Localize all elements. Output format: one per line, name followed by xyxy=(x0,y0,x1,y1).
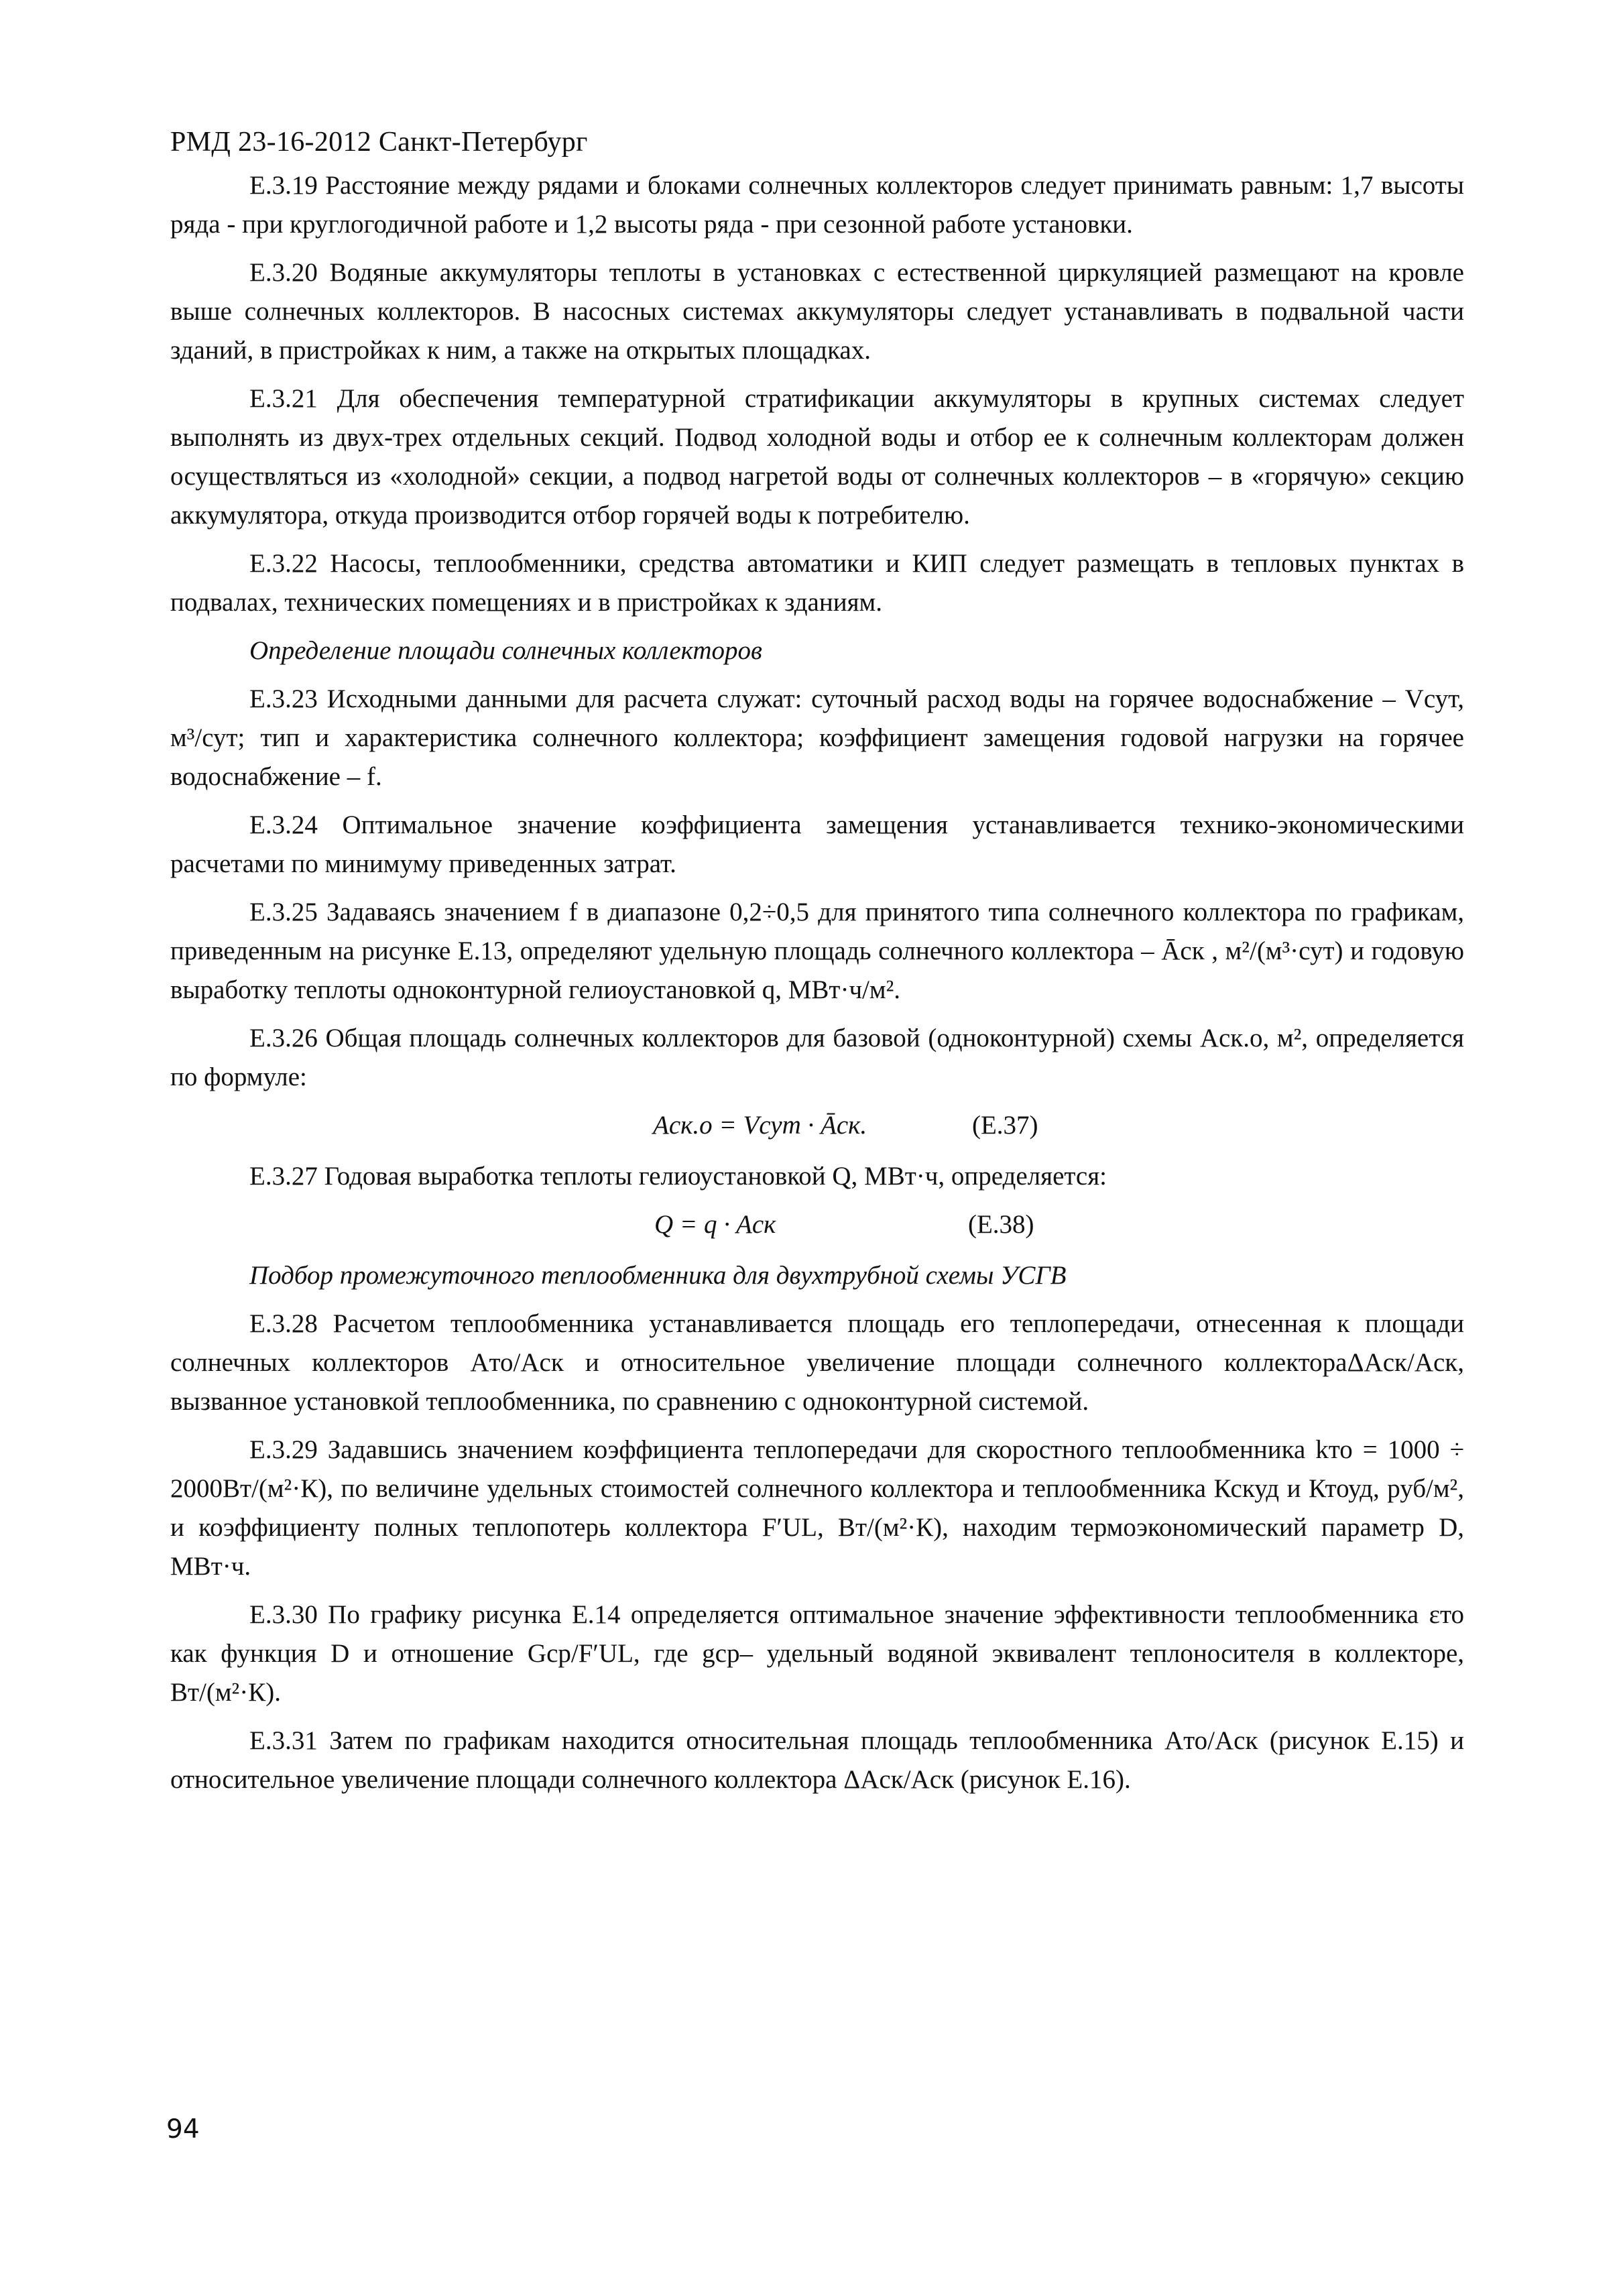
paragraph-e3-21: Е.3.21 Для обеспечения температурной стратификации аккумуляторы в крупных системах следует выполнять из двух-трех отдельных секций. Подвод холодной воды и отбор ее к солнечным коллекторам должен осуществляться из «холодной» секции, а подвод нагретой воды от солнечных коллекторов – в «горячую» секцию аккумулятора, откуда производится отбор горячей воды к потребителю. xyxy=(170,384,1464,530)
document-header: РМД 23-16-2012 Санкт-Петербург xyxy=(170,127,588,158)
paragraph-e3-25: Е.3.25 Задаваясь значением f в диапазоне 0,2÷0,5 для принятого типа солнечного коллектора по графикам, приведенным на рисунке Е.13, определяют удельную площадь солнечного коллектора – Āск , м²/(м³·сут) и годовую выработку теплоты одноконтурной гелиоустановкой q, МВт·ч/м². xyxy=(170,898,1464,1004)
paragraph-e3-27: Е.3.27 Годовая выработка теплоты гелиоустановкой Q, МВт·ч, определяется: xyxy=(249,1162,1107,1191)
paragraph-e3-28: Е.3.28 Расчетом теплообменника устанавливается площадь его теплопередачи, отнесенная к площади солнечных коллекторов Aто/Aск и относительное увеличение площади солнечного коллектораΔAск/Aск, вызванное установкой теплообменника, по сравнению с одноконтурной системой. xyxy=(170,1309,1464,1416)
formula-e37-number: (Е.37) xyxy=(972,1111,1038,1140)
section-heading-collector-area: Определение площади солнечных коллекторов xyxy=(249,636,762,665)
paragraph-e3-22: Е.3.22 Насосы, теплообменники, средства автоматики и КИП следует размещать в тепловых пунктах в подвалах, технических помещениях и в пристройках к зданиям. xyxy=(170,549,1464,617)
paragraph-e3-26: Е.3.26 Общая площадь солнечных коллекторов для базовой (одноконтурной) схемы Aск.о, м², определяется по формуле: xyxy=(170,1024,1464,1091)
formula-e38 xyxy=(170,1205,1464,1248)
section-heading-heat-exchanger: Подбор промежуточного теплообменника для двухтрубной схемы УСГВ xyxy=(249,1261,1067,1290)
formula-e37-expression: Aск.о = Vсут · Āск. xyxy=(653,1111,867,1140)
formula-e38-expression: Q = q · Aск xyxy=(654,1210,776,1239)
formula-e38-number: (Е.38) xyxy=(968,1210,1034,1239)
paragraph-e3-30: Е.3.30 По графику рисунка Е.14 определяется оптимальное значение эффективности теплообменника εто как функция D и отношение Gcp/F′UL, где gcp– удельный водяной эквивалент теплоносителя в коллекторе, Вт/(м²·К). xyxy=(170,1600,1464,1707)
paragraph-e3-23: Е.3.23 Исходными данными для расчета служат: суточный расход воды на горячее водоснабжение – Vсут, м³/сут; тип и характеристика солнечного коллектора; коэффициент замещения годовой нагрузки на горячее водоснабжение – f. xyxy=(170,684,1464,791)
formula-e37 xyxy=(170,1106,1464,1149)
paragraph-e3-29: Е.3.29 Задавшись значением коэффициента теплопередачи для скоростного теплообменника kто = 1000 ÷ 2000Вт/(м²·К), по величине удельных стоимостей солнечного коллектора и теплообменника Кскуд и Ктоуд, руб/м², и коэффициенту полных теплопотерь коллектора F′UL, Вт/(м²·К), находим термоэкономический параметр D, МВт·ч. xyxy=(170,1435,1464,1581)
paragraph-e3-31: Е.3.31 Затем по графикам находится относительная площадь теплообменника Aто/Aск (рисунок Е.15) и относительное увеличение площади солнечного коллектора ΔAск/Aск (рисунок Е.16). xyxy=(170,1726,1464,1794)
paragraph-e3-19: Е.3.19 Расстояние между рядами и блоками солнечных коллекторов следует принимать равным: 1,7 высоты ряда - при круглогодичной работе и 1,2 высоты ряда - при сезонной работе установки. xyxy=(170,171,1464,239)
page-content xyxy=(170,122,1464,1809)
paragraph-e3-20: Е.3.20 Водяные аккумуляторы теплоты в установках с естественной циркуляцией размещают на кровле выше солнечных коллекторов. В насосных системах аккумуляторы следует устанавливать в подвальной части зданий, в пристройках к ним, а также на открытых площадках. xyxy=(170,258,1464,365)
paragraph-e3-24: Е.3.24 Оптимальное значение коэффициента замещения устанавливается технико-экономическими расчетами по минимуму приведенных затрат. xyxy=(170,810,1464,878)
page-number: 94 xyxy=(166,2114,200,2144)
